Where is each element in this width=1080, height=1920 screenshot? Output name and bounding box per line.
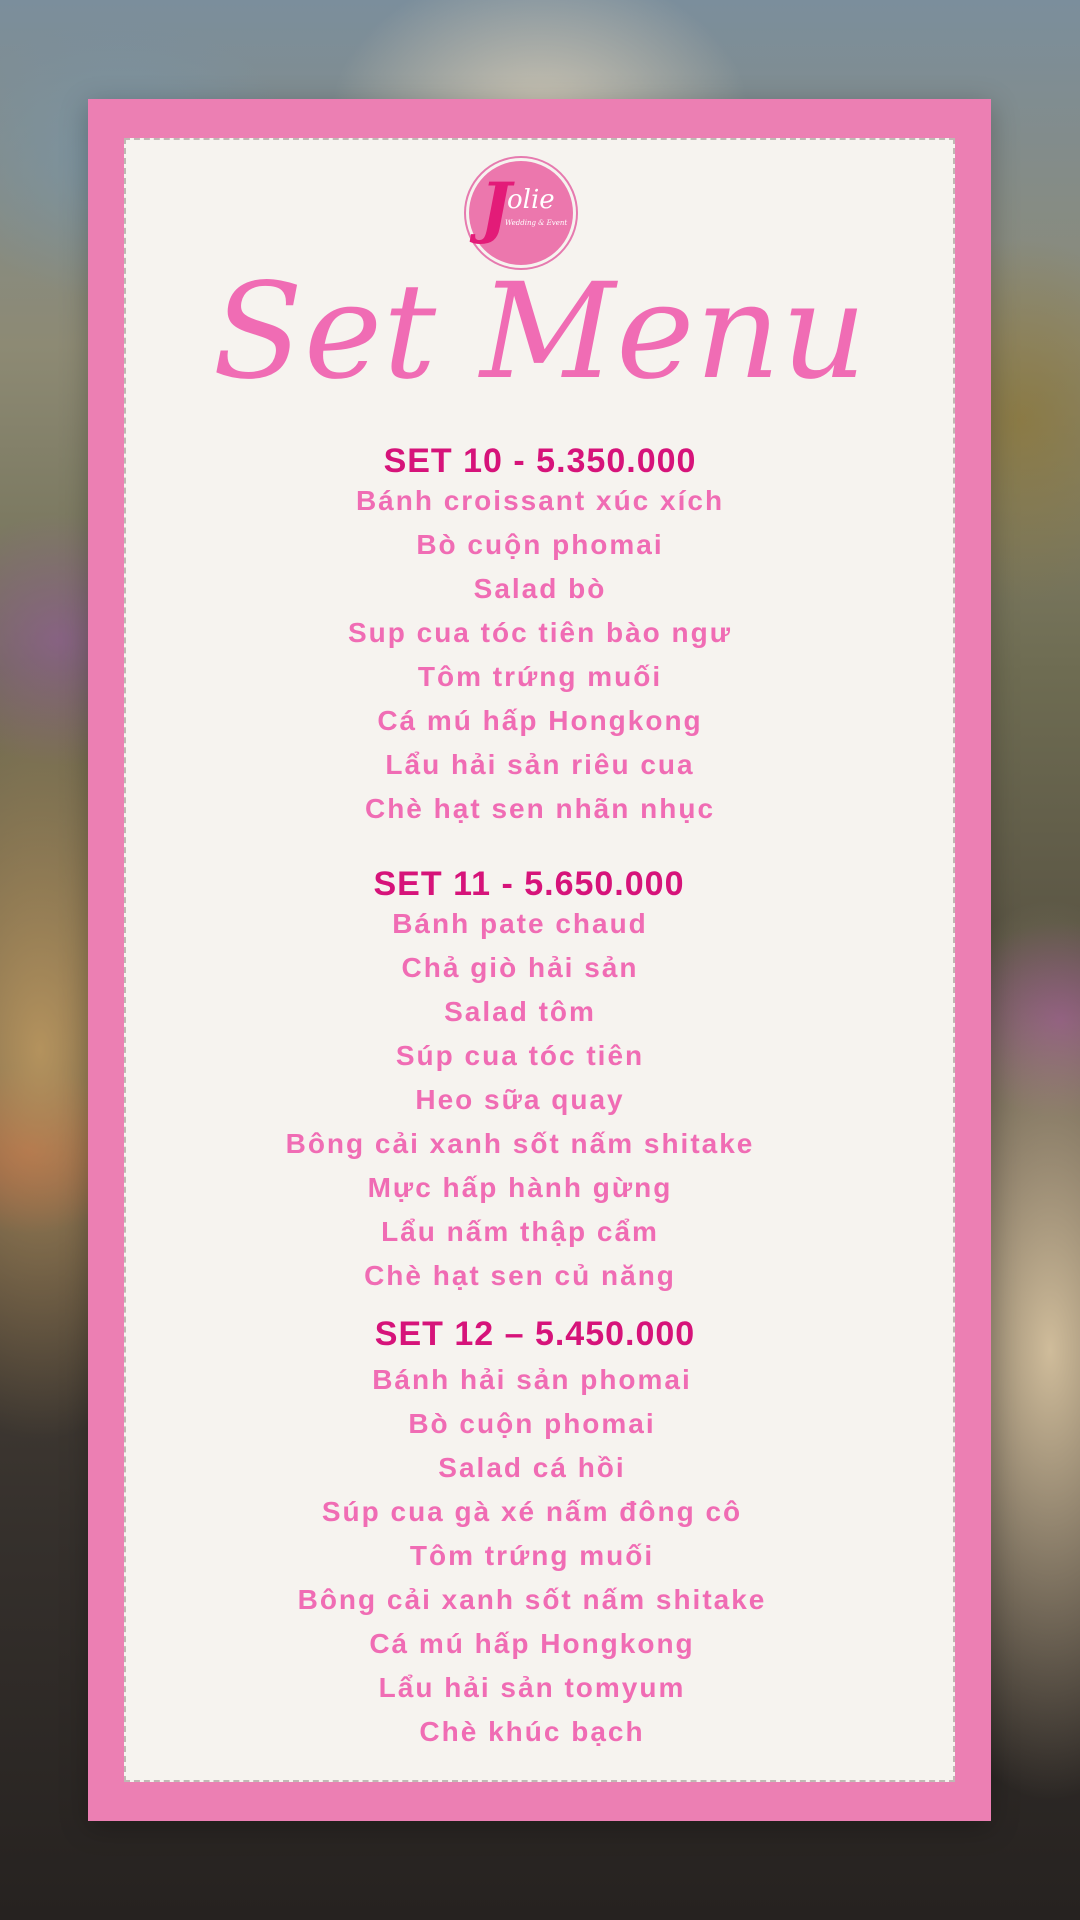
- menu-item: Cá mú hấp Hongkong: [377, 705, 703, 736]
- menu-item: Sup cua tóc tiên bào ngư: [347, 617, 733, 648]
- logo-letter: J: [480, 168, 512, 246]
- menu-item: Bông cải xanh sốt nấm shitake: [285, 1128, 755, 1159]
- menu-item: Bông cải xanh sốt nấm shitake: [297, 1584, 767, 1615]
- jolie-logo: [469, 161, 573, 265]
- menu-item: Chè hạt sen nhãn nhục: [364, 793, 716, 824]
- menu-item: Lẩu nấm thập cẩm: [381, 1216, 659, 1247]
- menu-item: Tôm trứng muối: [409, 1540, 655, 1571]
- menu-item: Súp cua gà xé nấm đông cô: [321, 1496, 743, 1527]
- menu-item: Chè khúc bạch: [419, 1716, 645, 1747]
- menu-item: Mực hấp hành gừng: [367, 1172, 673, 1203]
- menu-title: Set Menu: [212, 255, 868, 409]
- menu-item: Salad cá hồi: [438, 1452, 626, 1483]
- menu-item: Lẩu hải sản tomyum: [378, 1672, 686, 1703]
- set-title: SET 12 – 5.450.000: [374, 1315, 696, 1353]
- menu-item: Bò cuộn phomai: [416, 529, 664, 560]
- set-11-section: [170, 864, 870, 1298]
- menu-item: Súp cua tóc tiên: [395, 1040, 645, 1071]
- menu-item: Chè hạt sen củ năng: [364, 1260, 676, 1291]
- set-12-section: [182, 1314, 882, 1754]
- menu-item: Heo sữa quay: [415, 1084, 625, 1115]
- menu-item: Bánh pate chaud: [392, 908, 648, 939]
- menu-item: Bánh hải sản phomai: [372, 1364, 692, 1395]
- logo-name: olie: [507, 185, 555, 215]
- menu-item: Lẩu hải sản riêu cua: [385, 749, 695, 780]
- menu-item: Salad bò: [473, 573, 607, 604]
- menu-item: Chả giò hải sản: [401, 952, 639, 983]
- logo-tagline: Wedding & Event: [505, 219, 568, 227]
- set-10-section: [190, 441, 890, 831]
- set-title: SET 10 - 5.350.000: [383, 442, 697, 480]
- menu-item: Salad tôm: [444, 996, 596, 1027]
- menu-item: Bò cuộn phomai: [408, 1408, 656, 1439]
- menu-item: Tôm trứng muối: [417, 661, 663, 692]
- menu-item: Bánh croissant xúc xích: [355, 485, 725, 516]
- menu-item: Cá mú hấp Hongkong: [369, 1628, 695, 1659]
- set-title: SET 11 - 5.650.000: [373, 865, 685, 903]
